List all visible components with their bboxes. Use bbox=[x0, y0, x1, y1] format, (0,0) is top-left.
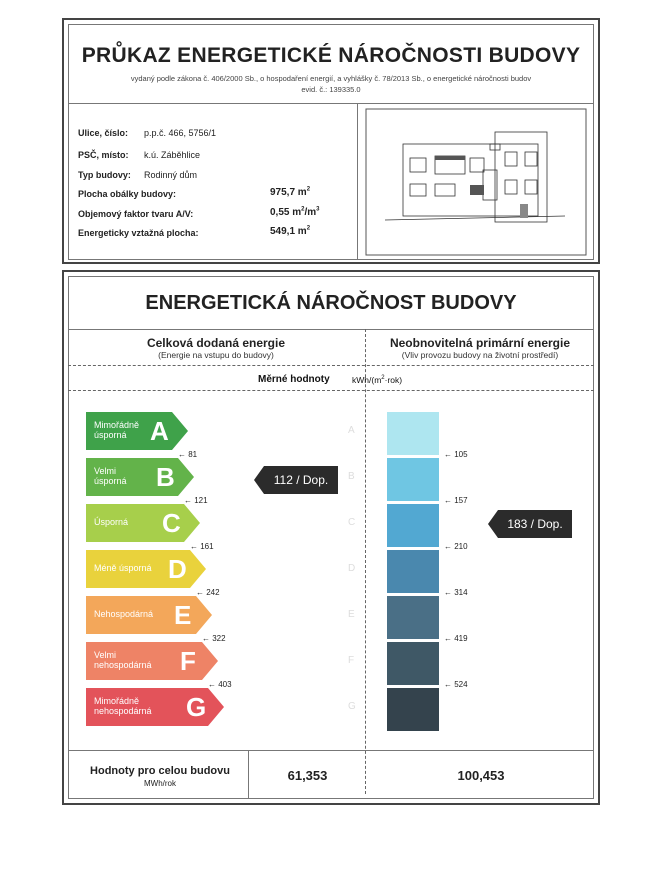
energy-band-letter: B bbox=[156, 462, 175, 492]
left-column-heading: Celková dodaná energie bbox=[146, 336, 286, 350]
energy-band-ghost-letter: G bbox=[348, 701, 356, 712]
energy-band-label-line1: Velmi bbox=[94, 650, 117, 660]
primary-energy-threshold: ← 314 bbox=[444, 588, 468, 597]
primary-energy-bar bbox=[387, 688, 439, 731]
primary-energy-threshold: ← 524 bbox=[444, 680, 468, 689]
totals-divider bbox=[248, 750, 249, 799]
plocha-value: 975,7 $m^2$ bbox=[270, 186, 311, 198]
merne-heading: Měrné hodnoty bbox=[258, 374, 330, 385]
typ-value: Rodinný dům bbox=[144, 170, 198, 180]
energy-band-label-line1: Mimořádně bbox=[94, 420, 140, 430]
psc-label: PSČ, místo: bbox=[78, 150, 129, 160]
primary-energy-bar bbox=[387, 504, 439, 547]
energy-band-letter: E bbox=[174, 600, 192, 630]
energy-band-label bbox=[94, 421, 139, 440]
primary-energy-bar bbox=[387, 550, 439, 593]
totals-separator bbox=[68, 750, 594, 751]
energy-band-threshold: ← 242 bbox=[196, 588, 220, 597]
energy-band-label-line2: nehospodárná bbox=[94, 705, 152, 716]
primary-energy-threshold: ← 419 bbox=[444, 634, 468, 643]
header-separator bbox=[68, 365, 594, 366]
energy-band-threshold: ← 403 bbox=[208, 680, 232, 689]
energy-band-ghost-letter: F bbox=[348, 655, 355, 666]
evid-number: evid. č.: 139335.0 bbox=[301, 85, 361, 94]
energy-band-a bbox=[86, 412, 188, 450]
energy-band-ghost-letter: D bbox=[348, 563, 356, 574]
energy-band-label bbox=[94, 610, 153, 620]
energy-band-label-line1: Mimořádně bbox=[94, 696, 140, 706]
energy-band-d bbox=[86, 550, 206, 588]
section-divider bbox=[68, 329, 594, 330]
faktor-value: 0,55 $m^2/m^3$ bbox=[270, 206, 320, 218]
energy-band-g bbox=[86, 688, 224, 726]
energy-band-letter: G bbox=[186, 692, 207, 722]
primary-energy-threshold: ← 210 bbox=[444, 542, 468, 551]
delivered-badge-arrow bbox=[254, 466, 264, 494]
energy-band-label-line2: úsporná bbox=[94, 475, 127, 486]
primary-badge-arrow bbox=[488, 510, 498, 538]
energy-band-ghost-letter: E bbox=[348, 609, 355, 620]
energy-band-label-line2: nehospodárná bbox=[94, 659, 152, 670]
right-column-subheading: (Vliv provozu budovy na životní prostředí) bbox=[401, 350, 559, 360]
energy-band-letter: A bbox=[150, 416, 169, 446]
energy-band-threshold: ← 121 bbox=[184, 496, 208, 505]
page-subtitle: vydaný podle zákona č. 406/2000 Sb., o hospodaření energií, a vyhlášky č. 78/2013 Sb., o energetické náročnosti budov bbox=[130, 74, 532, 83]
ulice-value: p.p.č. 466, 5756/1 bbox=[144, 128, 217, 138]
primary-energy-bar bbox=[387, 412, 439, 455]
energy-band-label bbox=[94, 467, 127, 486]
energy-band-ghost-letter: A bbox=[348, 425, 355, 436]
energy-band-label bbox=[94, 518, 128, 528]
faktor-label: Objemový faktor tvaru A/V: bbox=[78, 209, 194, 219]
page-title: PRŮKAZ ENERGETICKÉ NÁROČNOSTI BUDOVY bbox=[81, 44, 581, 67]
primary-energy-threshold: ← 157 bbox=[444, 496, 468, 505]
primary-energy-threshold: ← 105 bbox=[444, 450, 468, 459]
energy-band-letter: F bbox=[180, 646, 196, 676]
energy-band-label-line1: Méně úsporná bbox=[94, 563, 152, 573]
delivered-energy-badge: 112 / Dop. bbox=[264, 466, 338, 494]
ulice-label: Ulice, číslo: bbox=[78, 128, 129, 138]
primary-energy-bar bbox=[387, 596, 439, 639]
right-column-heading: Neobnovitelná primární energie bbox=[389, 336, 571, 350]
info-divider bbox=[357, 103, 358, 260]
energy-band-threshold: ← 81 bbox=[178, 450, 198, 459]
header-divider bbox=[68, 103, 594, 104]
energy-band-ghost-letter: C bbox=[348, 517, 356, 528]
energy-band-letter: C bbox=[162, 508, 181, 538]
vztazna-value: 549,1 $m^2$ bbox=[270, 225, 311, 237]
left-column-subheading: (Energie na vstupu do budovy) bbox=[158, 350, 274, 360]
totals-unit: MWh/rok bbox=[144, 779, 176, 788]
primary-energy-bar bbox=[387, 458, 439, 501]
energy-band-label-line1: Nehospodárná bbox=[94, 609, 154, 619]
energy-band-b bbox=[86, 458, 194, 496]
energy-band-letter: D bbox=[168, 554, 187, 584]
merne-separator bbox=[68, 390, 594, 391]
plocha-label: Plocha obálky budovy: bbox=[78, 189, 177, 199]
energy-band-threshold: ← 322 bbox=[202, 634, 226, 643]
psc-value: k.ú. Záběhlice bbox=[144, 150, 201, 160]
energy-band-c bbox=[86, 504, 200, 542]
typ-label: Typ budovy: bbox=[78, 170, 131, 180]
energy-band-f bbox=[86, 642, 218, 680]
column-divider bbox=[365, 329, 366, 794]
energy-band-threshold: ← 161 bbox=[190, 542, 214, 551]
section-title: ENERGETICKÁ NÁROČNOST BUDOVY bbox=[145, 292, 517, 314]
energy-band-label-line1: Velmi bbox=[94, 466, 117, 476]
vztazna-label: Energeticky vztažná plocha: bbox=[78, 228, 199, 238]
primary-energy-badge: 183 / Dop. bbox=[498, 510, 572, 538]
energy-band-ghost-letter: B bbox=[348, 471, 355, 482]
primary-energy-bar bbox=[387, 642, 439, 685]
totals-primary-value: 100,453 bbox=[457, 768, 505, 783]
energy-band-label bbox=[94, 564, 152, 574]
energy-band-label-line2: úsporná bbox=[94, 429, 127, 440]
building-drawing bbox=[365, 108, 587, 256]
energy-band-label-line1: Úsporná bbox=[94, 517, 129, 527]
totals-label: Hodnoty pro celou budovu bbox=[90, 765, 230, 777]
energy-band-label bbox=[94, 697, 152, 716]
energy-band-label bbox=[94, 651, 152, 670]
totals-delivered-value: 61,353 bbox=[287, 768, 328, 783]
unit-label: kWh/$(m^2\cdot rok)$ bbox=[352, 375, 403, 385]
energy-band-e bbox=[86, 596, 212, 634]
